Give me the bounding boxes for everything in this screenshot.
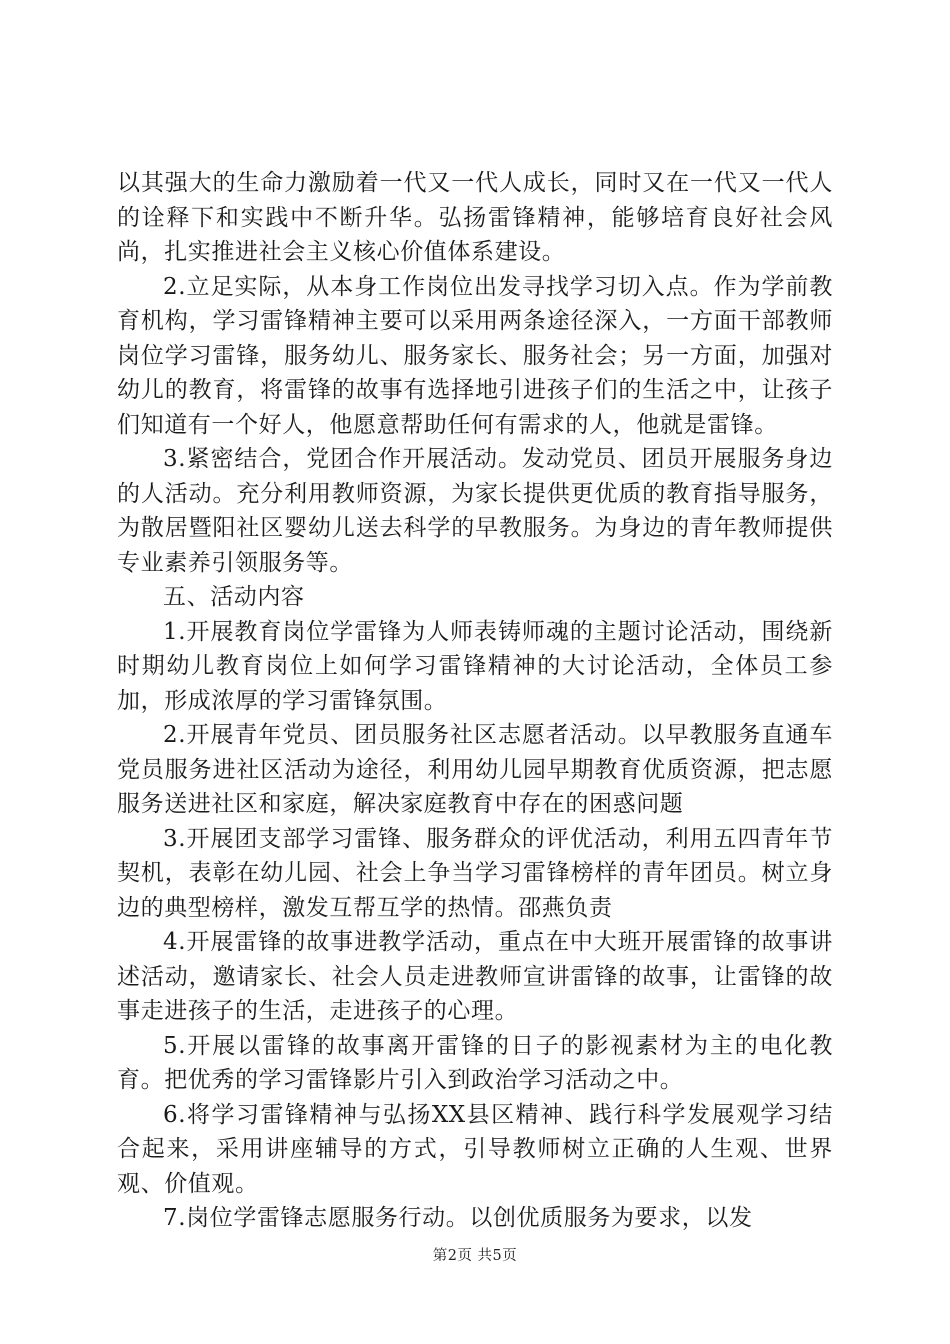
document-body — [117, 166, 833, 1236]
paragraph: 3.紧密结合，党团合作开展活动。发动党员、团员开展服务身边的人活动。充分利用教师资源，为家长提供更优质的教育指导服务，为散居暨阳社区婴幼儿送去科学的早教服务。为身边的青年教师提供专业素养引领服务等。 — [117, 446, 833, 576]
paragraph: 7.岗位学雷锋志愿服务行动。以创优质服务为要求，以发 — [163, 1205, 753, 1231]
section-heading: 五、活动内容 — [163, 584, 305, 610]
paragraph: 3.开展团支部学习雷锋、服务群众的评优活动，利用五四青年节契机，表彰在幼儿园、社会上争当学习雷锋榜样的青年团员。树立身边的典型榜样，激发互帮互学的热情。邵燕负责 — [117, 825, 833, 921]
paragraph: 2.立足实际，从本身工作岗位出发寻找学习切入点。作为学前教育机构，学习雷锋精神主要可以采用两条途径深入，一方面干部教师岗位学习雷锋，服务幼儿、服务家长、服务社会；另一方面，加强对幼儿的教育，将雷锋的故事有选择地引进孩子们的生活之中，让孩子们知道有一个好人，他愿意帮助任何有需求的人，他就是雷锋。 — [117, 273, 833, 438]
paragraph: 5.开展以雷锋的故事离开雷锋的日子的影视素材为主的电化教育。把优秀的学习雷锋影片引入到政治学习活动之中。 — [117, 1032, 833, 1093]
paragraph: 1.开展教育岗位学雷锋为人师表铸师魂的主题讨论活动，围绕新时期幼儿教育岗位上如何学习雷锋精神的大讨论活动，全体员工参加，形成浓厚的学习雷锋氛围。 — [117, 618, 833, 714]
paragraph: 以其强大的生命力激励着一代又一代人成长，同时又在一代又一代人的诠释下和实践中不断升华。弘扬雷锋精神，能够培育良好社会风尚，扎实推进社会主义核心价值体系建设。 — [117, 170, 833, 265]
paragraph: 2.开展青年党员、团员服务社区志愿者活动。以早教服务直通车党员服务进社区活动为途径，利用幼儿园早期教育优质资源，把志愿服务送进社区和家庭，解决家庭教育中存在的困惑问题 — [117, 722, 833, 817]
page-number-footer: 第2页 共5页 — [432, 1248, 518, 1264]
paragraph: 6.将学习雷锋精神与弘扬XX县区精神、践行科学发展观学习结合起来，采用讲座辅导的方式，引导教师树立正确的人生观、世界观、价值观。 — [117, 1101, 833, 1197]
paragraph: 4.开展雷锋的故事进教学活动，重点在中大班开展雷锋的故事讲述活动，邀请家长、社会人员走进教师宣讲雷锋的故事，让雷锋的故事走进孩子的生活，走进孩子的心理。 — [117, 929, 833, 1024]
